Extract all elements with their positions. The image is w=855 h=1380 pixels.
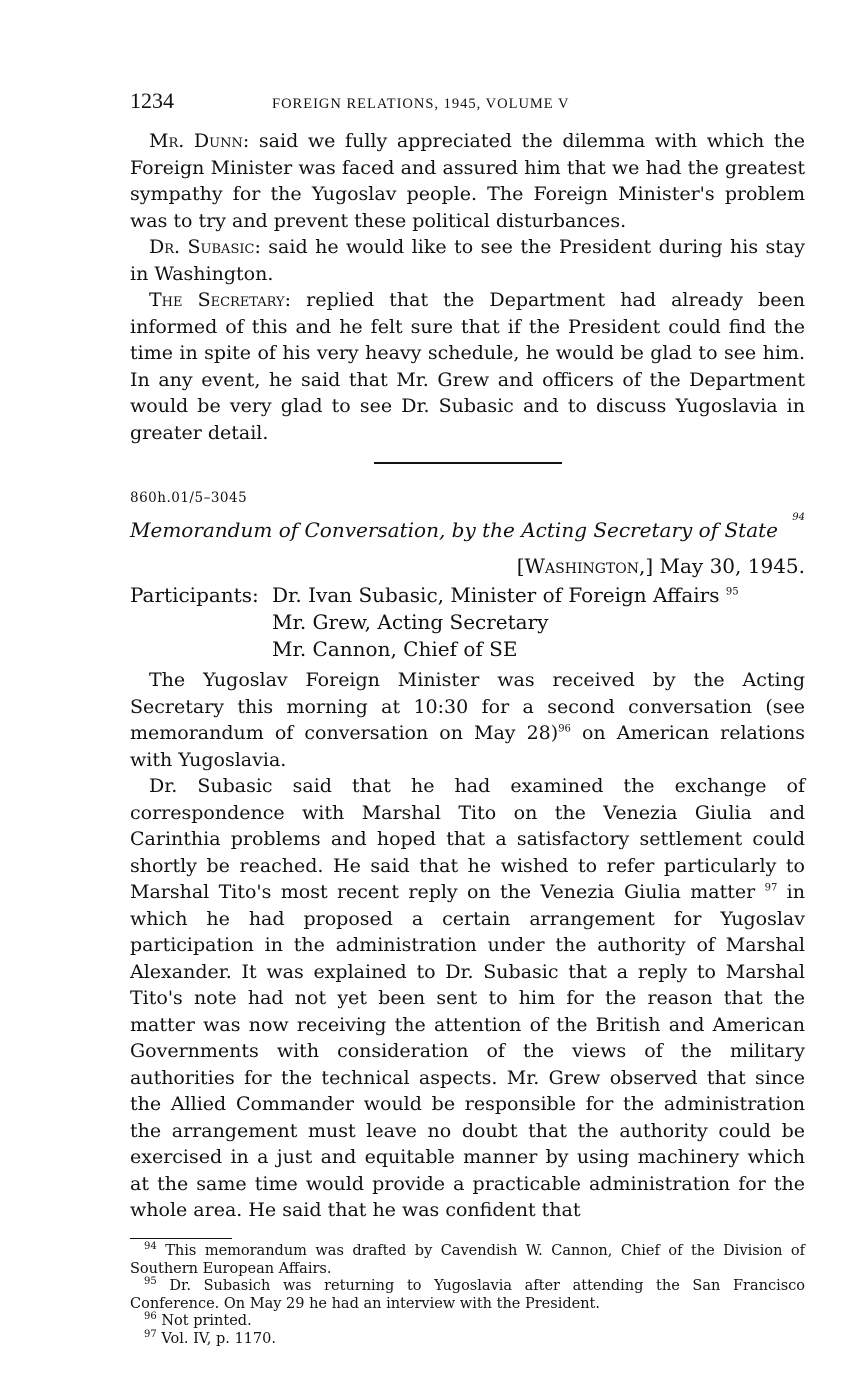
footnote [130, 1243, 805, 1278]
dateline [130, 554, 805, 578]
footnote [130, 1278, 805, 1313]
footnote [130, 1328, 805, 1349]
paragraph-subasic [130, 234, 805, 287]
participant-text: Mr. Cannon, Chief of SE [272, 637, 518, 661]
footnote-text: Dr. Subasich was returning to Yugoslavia after attending the San Francisco Conference. On May 29 he had an interview with the President. [130, 1278, 805, 1312]
memo-paragraph [130, 667, 805, 773]
intro-section [130, 128, 805, 446]
memo-paragraph [130, 773, 805, 1224]
document-title [130, 512, 805, 542]
participant [272, 582, 739, 609]
footnotes [130, 1243, 805, 1348]
date: May 30, 1945. [659, 554, 805, 578]
paragraph-dunn [130, 128, 805, 234]
paragraph-text: : said we fully appreciated the dilemma with which the Foreign Minister was faced and assured him that we had the greatest sympathy for the Yugoslav people. The Foreign Minister's problem was to try and prevent these political disturbances. [130, 130, 805, 232]
speaker-name: Dr. Subasic [149, 236, 255, 258]
footnote-number: 95 [144, 1276, 157, 1288]
memorandum-body [130, 667, 805, 1224]
section-divider [374, 462, 562, 464]
running-title: FOREIGN RELATIONS, 1945, VOLUME V [272, 96, 570, 112]
footnote-ref[interactable]: 97 [764, 882, 778, 894]
paragraph-text: Dr. Subasic said that he had examined the exchange of correspondence with Marshal Tito on the Venezia Giulia and Carinthia problems and hoped that a satisfactory settlement could shortly be reached. He said that he wished to refer particularly to Marshal Tito's most recent reply on the Venezia Giulia matter [130, 775, 805, 903]
footnote-number: 97 [144, 1328, 157, 1340]
participant [272, 636, 739, 663]
paragraph-secretary [130, 287, 805, 446]
paragraph-text: on American relations with Yugoslavia. [130, 722, 805, 771]
paragraph-text: The Yugoslav Foreign Minister was received by the Acting Secretary this morning at 10:30 for a second conversation (see memorandum of conversation on May 28) [130, 669, 805, 744]
paragraph-text: : said he would like to see the President during his stay in Washington. [130, 236, 805, 285]
participant-text: Dr. Ivan Subasic, Minister of Foreign Affairs [272, 583, 720, 607]
file-number: 860h.01/5–3045 [130, 490, 248, 506]
page-number: 1234 [130, 88, 174, 113]
footnote-text: This memorandum was drafted by Cavendish W. Cannon, Chief of the Division of Southern European Affairs. [130, 1243, 806, 1277]
footnote-ref[interactable]: 94 [792, 512, 805, 523]
participant [272, 609, 739, 636]
participants-list [272, 582, 739, 663]
paragraph-text: : replied that the Department had already been informed of this and he felt sure that if the President could find the time in spite of his very heavy schedule, he would be glad to see him. In any event, he said that Mr. Grew and officers of the Department would be very glad to see Dr. Subasic and to discuss Yugoslavia in greater detail. [130, 289, 805, 444]
participant-text: Mr. Grew, Acting Secretary [272, 610, 549, 634]
footnote-text: Vol. IV, p. 1170. [161, 1330, 276, 1347]
speaker-name: The Secretary [149, 289, 285, 311]
footnote-ref[interactable]: 96 [558, 723, 571, 735]
footnote-number: 96 [144, 1311, 157, 1323]
place: [Washington,] [516, 554, 654, 578]
page [130, 88, 805, 1348]
participants-block [130, 582, 805, 663]
footnote-rule [130, 1238, 232, 1240]
document-title-text: Memorandum of Conversation, by the Acting Secretary of State [130, 518, 779, 542]
speaker-name: Mr. Dunn [149, 130, 243, 152]
page-header [130, 88, 805, 114]
participants-label: Participants: [130, 583, 259, 607]
paragraph-text: in which he had proposed a certain arrangement for Yugoslav participation in the administration under the authority of Marshal Alexander. It was explained to Dr. Subasic that a reply to Marshal Tito's note had not yet been sent to him for the reason that the matter was now receiving the attention of the British and American Governments with consideration of the views of the military authorities for the technical aspects. Mr. Grew observed that since the Allied Commander would be responsible for the administration the arrangement must leave no doubt that the authority could be exercised in a just and equitable manner by using machinery which at the same time would provide a practicable administration for the whole area. He said that he was confident that [130, 881, 805, 1221]
footnote-ref[interactable]: 95 [725, 586, 739, 598]
footnote [130, 1313, 805, 1331]
footnote-text: Not printed. [161, 1313, 252, 1329]
footnote-number: 94 [144, 1241, 157, 1253]
